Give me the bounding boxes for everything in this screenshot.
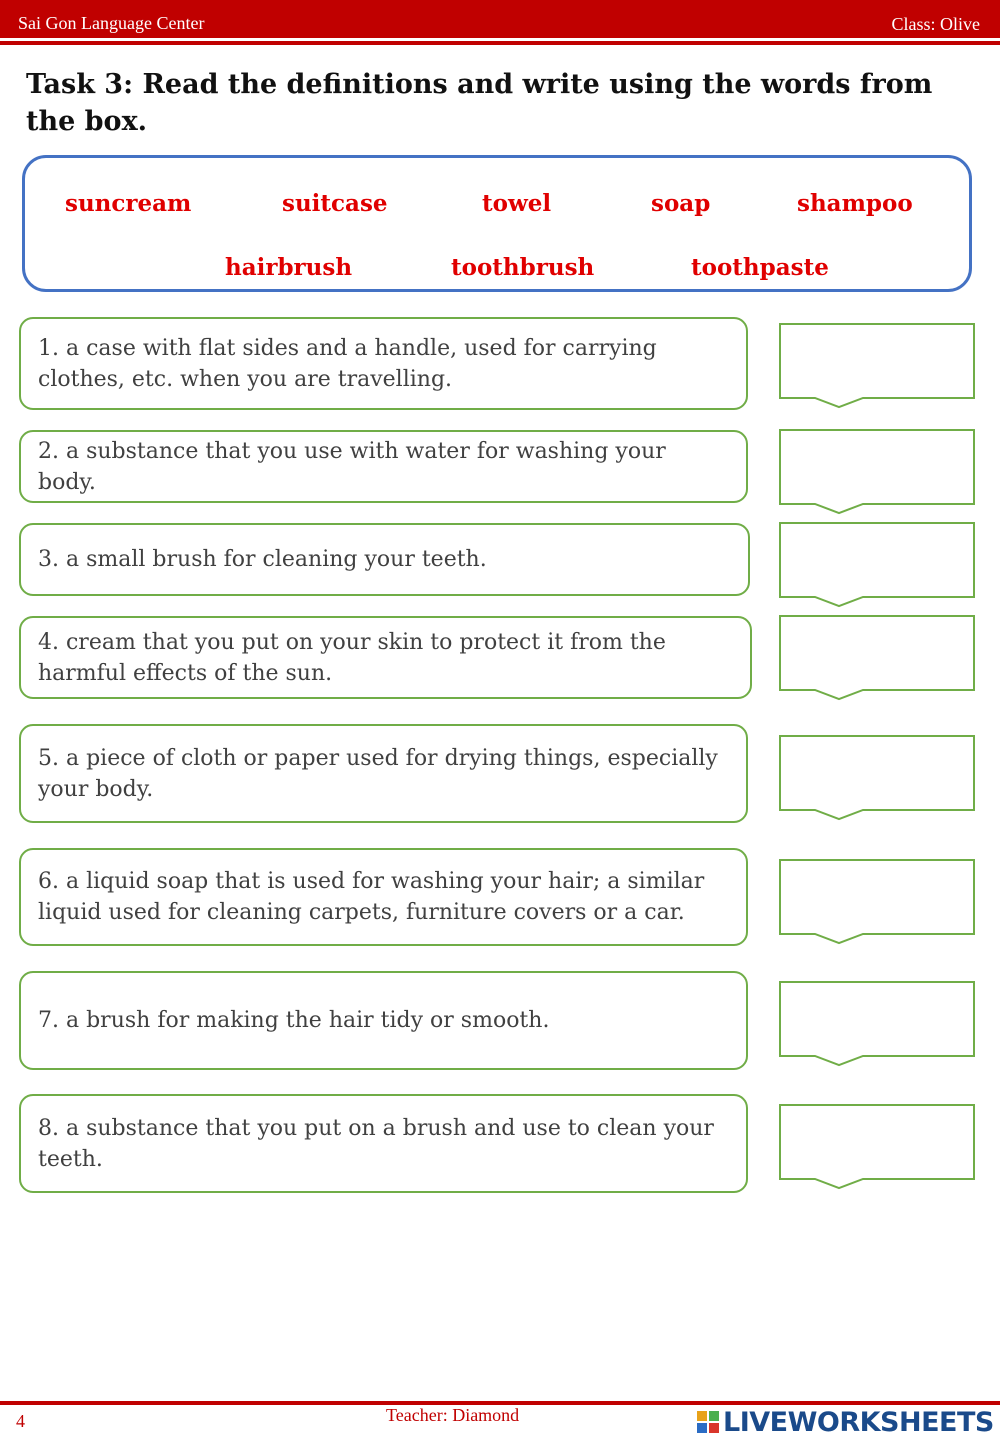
definition-3: 3. a small brush for cleaning your teeth. (19, 523, 750, 596)
definition-6: 6. a liquid soap that is used for washing your hair; a similar liquid used for cleaning carpets, furniture covers or a car. (19, 848, 748, 946)
word-bank-item: shampoo (797, 190, 913, 217)
definition-1: 1. a case with flat sides and a handle, used for carrying clothes, etc. when you are travelling. (19, 317, 748, 410)
word-bank-item: soap (651, 190, 711, 217)
brand-text: LIVEWORKSHEETS (723, 1406, 994, 1438)
answer-box-3[interactable] (779, 522, 975, 608)
teacher-name: Teacher: Diamond (386, 1405, 520, 1425)
definition-2: 2. a substance that you use with water for washing your body. (19, 430, 748, 503)
definition-7: 7. a brush for making the hair tidy or smooth. (19, 971, 748, 1070)
word-bank-item: toothpaste (691, 254, 829, 281)
liveworksheets-logo-icon (697, 1411, 719, 1433)
definition-5: 5. a piece of cloth or paper used for drying things, especially your body. (19, 724, 748, 823)
word-bank-item: hairbrush (225, 254, 353, 281)
word-bank-item: suitcase (282, 190, 388, 217)
answer-box-2[interactable] (779, 429, 975, 515)
task-title: Task 3: Read the definitions and write using the words from the box. (26, 69, 933, 137)
answer-box-5[interactable] (779, 735, 975, 821)
school-name: Sai Gon Language Center (18, 13, 205, 33)
liveworksheets-brand (697, 1404, 994, 1440)
answer-box-1[interactable] (779, 323, 975, 409)
word-bank-item: towel (482, 190, 552, 217)
answer-box-4[interactable] (779, 615, 975, 701)
header-divider (0, 41, 1000, 45)
answer-box-8[interactable] (779, 1104, 975, 1190)
answer-box-7[interactable] (779, 981, 975, 1067)
answer-box-6[interactable] (779, 859, 975, 945)
definition-8: 8. a substance that you put on a brush and use to clean your teeth. (19, 1094, 748, 1193)
word-bank-item: toothbrush (451, 254, 595, 281)
class-name: Class: Olive (891, 14, 980, 34)
page-number: 4 (16, 1411, 25, 1431)
definition-4: 4. cream that you put on your skin to protect it from the harmful effects of the sun. (19, 616, 752, 699)
word-bank-item: suncream (65, 190, 192, 217)
